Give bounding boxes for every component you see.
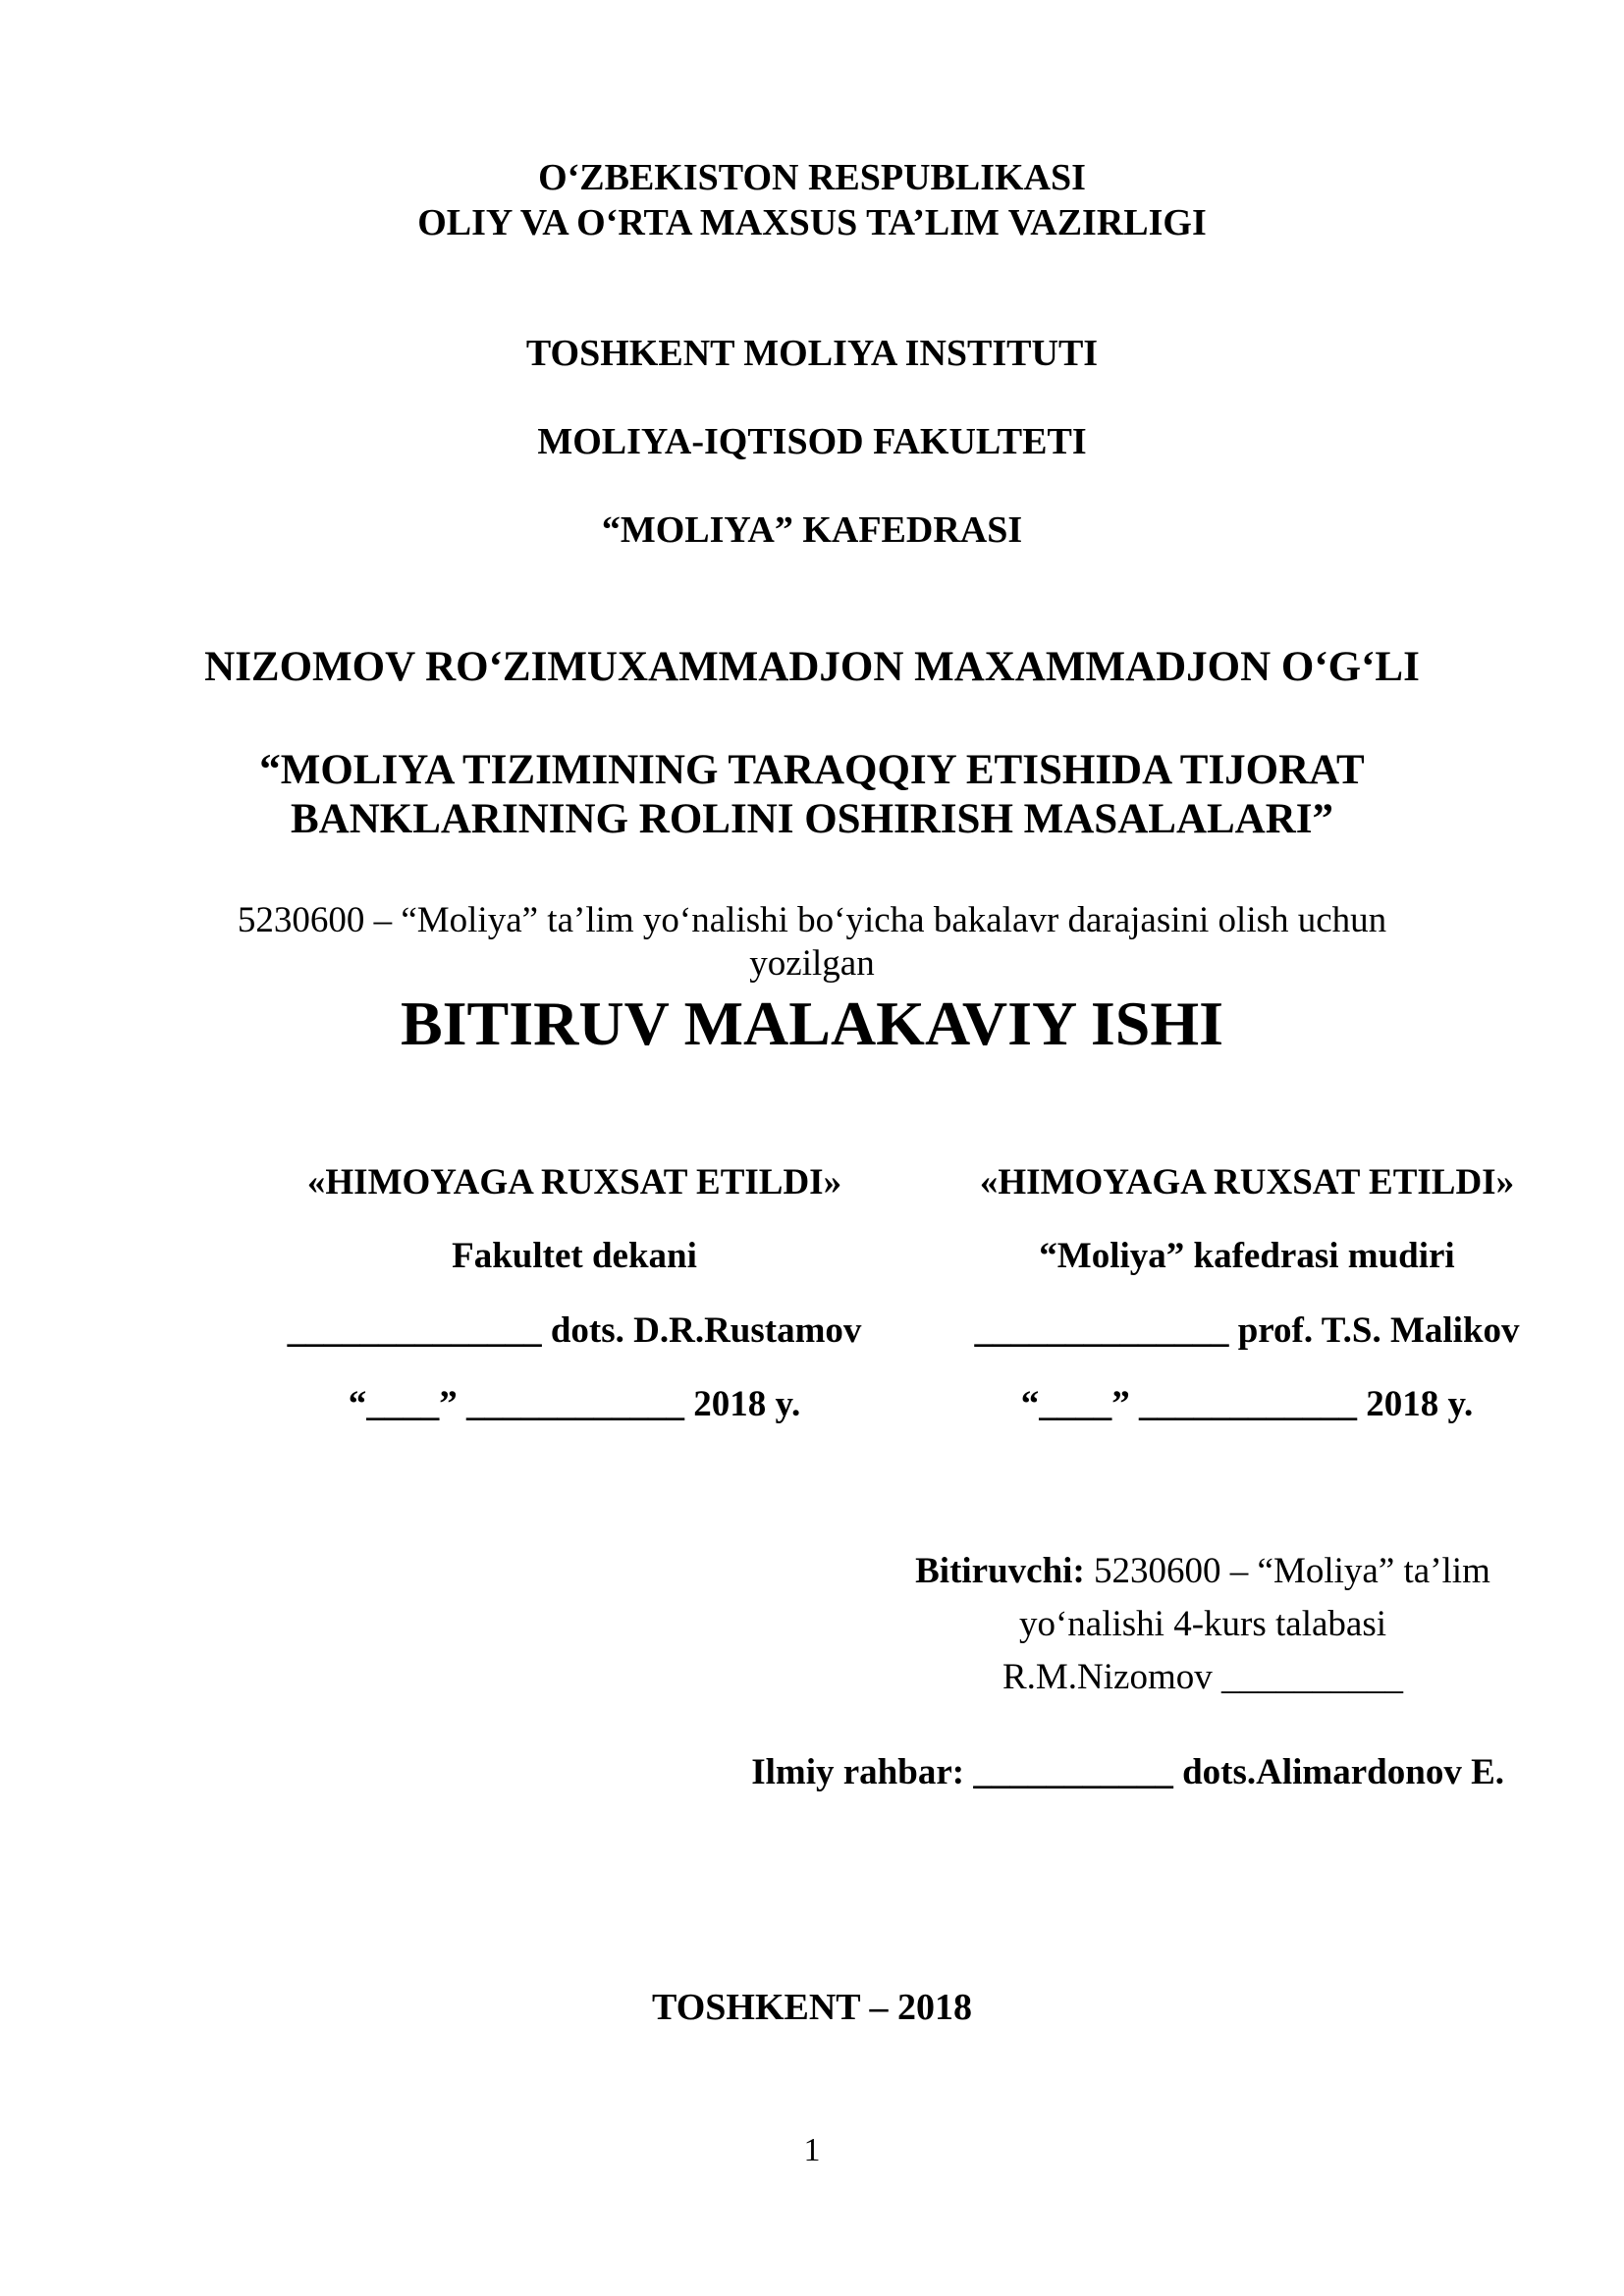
supervisor-name: ___________ dots.Alimardonov E. [964, 1752, 1504, 1792]
approval-left-role: Fakultet dekani [452, 1236, 697, 1276]
city-year: TOSHKENT – 2018 [652, 1987, 972, 2028]
graduate-line2: yo‘nalishi 4-kurs talabasi [1018, 1604, 1387, 1644]
republic-heading: O‘ZBEKISTON RESPUBLIKASI [538, 157, 1086, 198]
approval-right-heading: «HIMOYAGA RUXSAT ETILDI» [979, 1162, 1515, 1202]
approval-left-signature: ______________ dots. D.R.Rustamov [287, 1310, 862, 1351]
approval-right-role: “Moliya” kafedrasi mudiri [1039, 1236, 1455, 1276]
supervisor-label: Ilmiy rahbar: [751, 1752, 965, 1792]
page-number: 1 [803, 2132, 821, 2168]
approval-right-date: “____” ____________ 2018 y. [1020, 1384, 1474, 1424]
department-heading: “MOLIYA” KAFEDRASI [601, 509, 1023, 551]
approval-left-date: “____” ____________ 2018 y. [348, 1384, 801, 1424]
degree-description-line2: yozilgan [749, 943, 875, 984]
graduate-line3: R.M.Nizomov __________ [1001, 1657, 1404, 1697]
graduate-label: Bitiruvchi: [915, 1551, 1085, 1591]
ministry-heading: OLIY VA O‘RTA MAXSUS TA’LIM VAZIRLIGI [417, 202, 1207, 243]
author-name: NIZOMOV RO‘ZIMUXAMMADJON MAXAMMADJON O‘G‘LI [204, 644, 1420, 690]
approval-right-signature: ______________ prof. T.S. Malikov [974, 1310, 1520, 1351]
degree-description-line1: 5230600 – “Moliya” ta’lim yo‘nalishi bo‘yicha bakalavr darajasini olish uchun [237, 900, 1387, 940]
institute-heading: TOSHKENT MOLIYA INSTITUTI [525, 333, 1099, 374]
faculty-heading: MOLIYA-IQTISOD FAKULTETI [537, 421, 1087, 462]
work-type-title: BITIRUV MALAKAVIY ISHI [400, 988, 1224, 1058]
supervisor-line [751, 1750, 1504, 1795]
graduate-line1 [889, 1549, 1517, 1594]
thesis-title-line2: BANKLARINING ROLINI OSHIRISH MASALALARI” [290, 796, 1334, 842]
graduate-program: 5230600 – “Moliya” ta’lim [1084, 1551, 1490, 1591]
approval-left-heading: «HIMOYAGA RUXSAT ETILDI» [306, 1162, 842, 1202]
thesis-title-line1: “MOLIYA TIZIMINING TARAQQIY ETISHIDA TIJORAT [259, 747, 1365, 793]
